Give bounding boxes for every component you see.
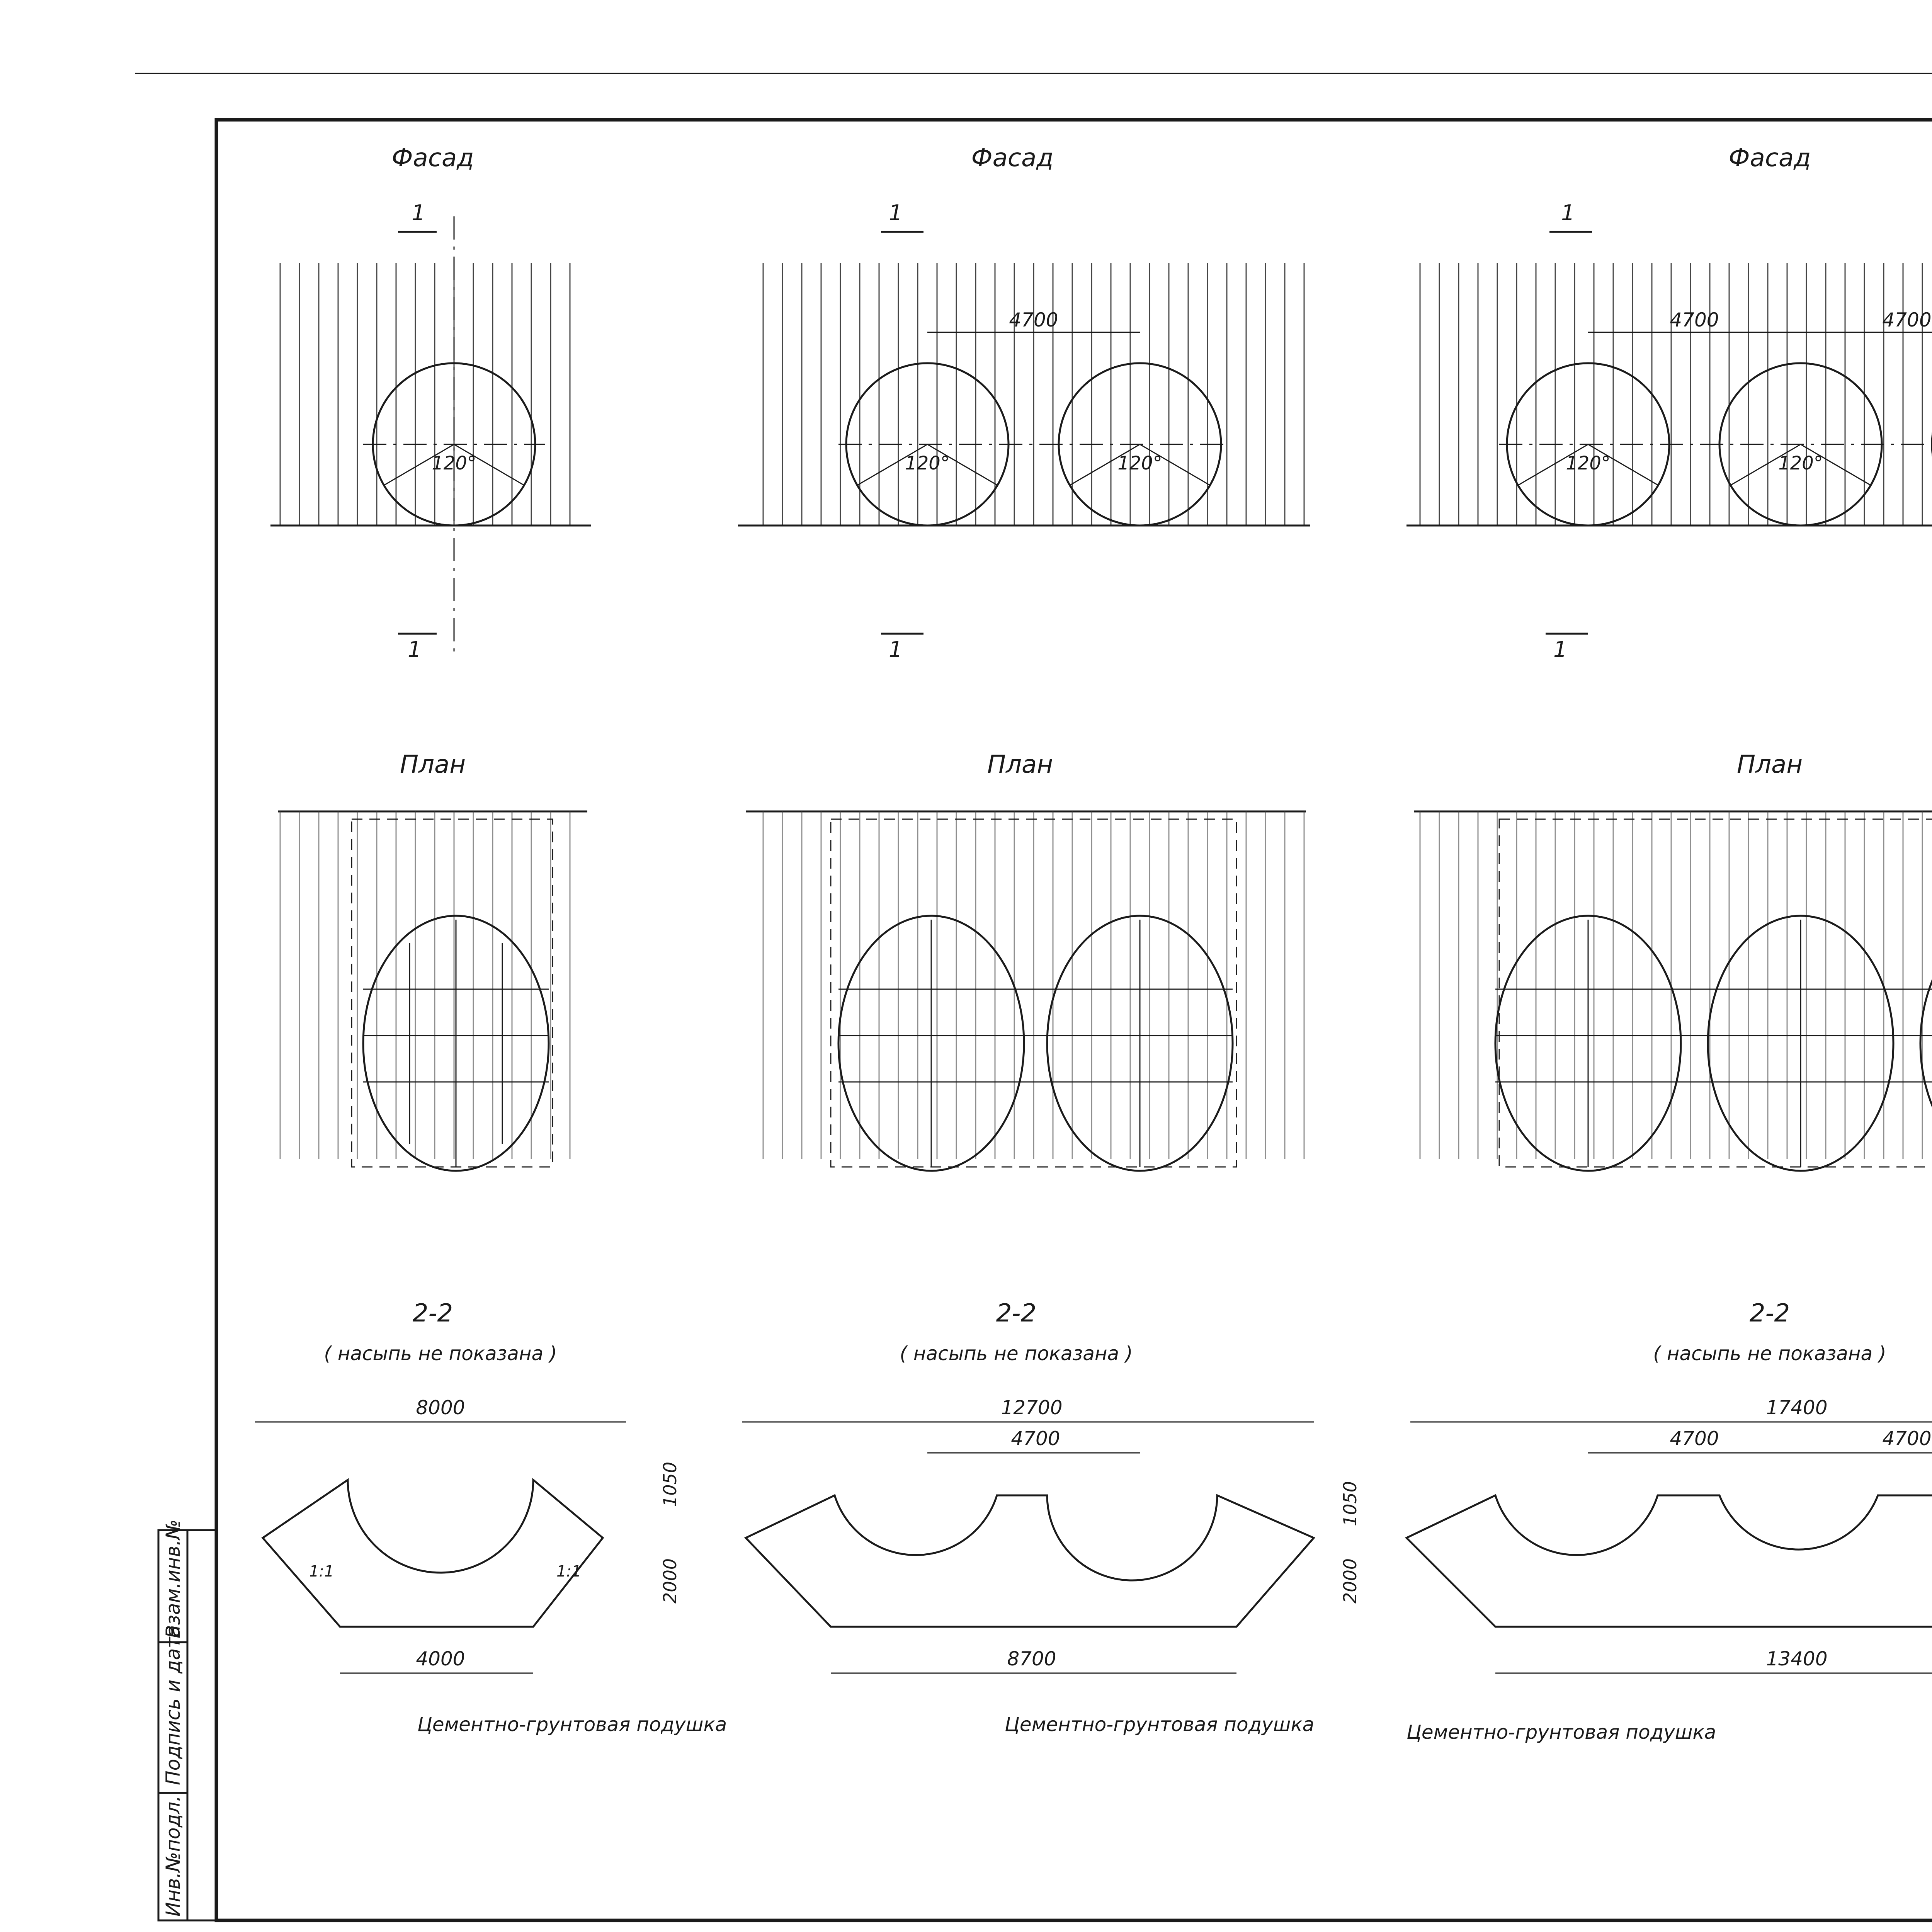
svg-text:4700: 4700 <box>1670 1427 1719 1450</box>
svg-text:1050: 1050 <box>660 1461 680 1507</box>
svg-text:4700: 4700 <box>1009 309 1058 331</box>
svg-text:2-2: 2-2 <box>996 1299 1037 1328</box>
svg-text:4700: 4700 <box>1670 309 1719 331</box>
svg-text:1:1: 1:1 <box>309 1563 334 1580</box>
section-2-2-view-3 <box>1406 1299 1932 1743</box>
section-2-2-view-2 <box>742 1299 1361 1736</box>
svg-text:2-2: 2-2 <box>1749 1299 1790 1328</box>
plan-title-2: План <box>987 750 1053 779</box>
facade-title-3: Фасад <box>1728 144 1811 172</box>
svg-text:120°: 120° <box>1566 452 1611 474</box>
facade-view-3 <box>1406 144 1932 662</box>
svg-text:1: 1 <box>1561 201 1575 226</box>
plan-view-3 <box>1414 750 1932 1171</box>
svg-text:8000: 8000 <box>416 1396 465 1419</box>
svg-text:1: 1 <box>412 201 425 226</box>
side-stamp <box>158 1519 216 1920</box>
facade-view-2 <box>738 144 1310 662</box>
svg-text:8700: 8700 <box>1007 1648 1056 1670</box>
svg-text:4000: 4000 <box>416 1648 465 1670</box>
facade-title-2: Фасад <box>971 144 1054 172</box>
svg-text:( насыпь не показана ): ( насыпь не показана ) <box>900 1342 1133 1365</box>
side-stamp-sign: Подпись и дата <box>162 1625 184 1785</box>
svg-text:1: 1 <box>1553 637 1567 662</box>
plan-title-3: План <box>1736 750 1803 779</box>
svg-text:4700: 4700 <box>1011 1427 1060 1450</box>
svg-text:120°: 120° <box>1117 452 1162 474</box>
svg-text:120°: 120° <box>905 452 950 474</box>
svg-text:1050: 1050 <box>1340 1481 1361 1526</box>
svg-text:13400: 13400 <box>1766 1648 1828 1670</box>
svg-text:1:1: 1:1 <box>556 1563 582 1580</box>
svg-text:12700: 12700 <box>1001 1396 1063 1419</box>
svg-text:2000: 2000 <box>660 1558 680 1604</box>
svg-text:1: 1 <box>889 637 903 662</box>
svg-text:17400: 17400 <box>1766 1396 1828 1419</box>
svg-text:120°: 120° <box>1778 452 1823 474</box>
svg-text:4700: 4700 <box>1882 1427 1932 1450</box>
svg-text:( насыпь не показана ): ( насыпь не показана ) <box>324 1342 557 1365</box>
plan-view-1 <box>278 750 587 1171</box>
svg-text:2-2: 2-2 <box>412 1299 453 1328</box>
svg-text:1: 1 <box>408 637 422 662</box>
svg-text:Цементно-грунтовая подушка: Цементно-грунтовая подушка <box>1406 1721 1716 1743</box>
svg-text:1: 1 <box>889 201 903 226</box>
facade-view-1 <box>270 144 591 662</box>
plan-view-2 <box>746 750 1306 1171</box>
facade-title-1: Фасад <box>391 144 474 172</box>
svg-text:( насыпь не показана ): ( насыпь не показана ) <box>1653 1342 1886 1365</box>
plan-title-1: План <box>400 750 466 779</box>
section-2-2-view-1 <box>255 1299 727 1736</box>
svg-text:Цементно-грунтовая подушка: Цементно-грунтовая подушка <box>417 1713 727 1736</box>
svg-text:120°: 120° <box>432 452 476 474</box>
svg-text:2000: 2000 <box>1340 1558 1361 1604</box>
side-stamp-replace: Взам.инв.№ <box>162 1519 184 1638</box>
svg-text:Цементно-грунтовая подушка: Цементно-грунтовая подушка <box>1005 1713 1315 1736</box>
svg-text:4700: 4700 <box>1882 309 1932 331</box>
side-stamp-inv: Инв.№подл. <box>162 1795 184 1917</box>
